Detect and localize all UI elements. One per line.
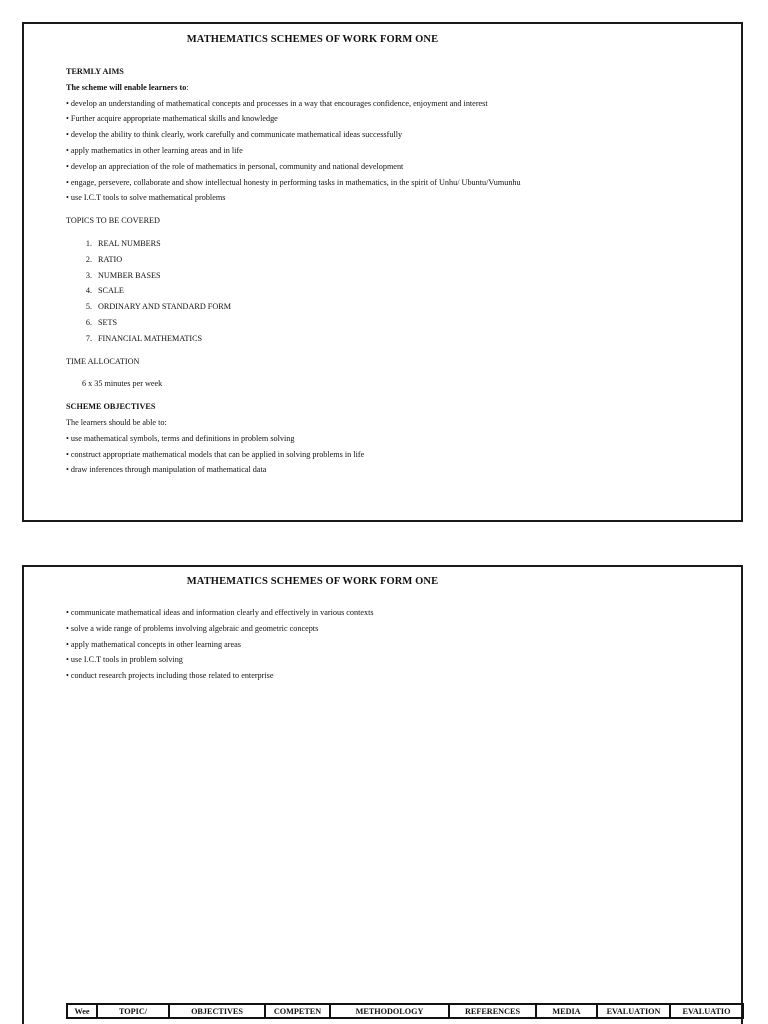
topic-item — [66, 236, 521, 252]
aim-item: • use I.C.T tools to solve mathematical problems — [66, 193, 226, 203]
topic-number: 7. — [85, 333, 92, 343]
document-page-1 — [22, 22, 743, 522]
aim-item: • develop an understanding of mathematical concepts and processes in a way that encourages confidence, enjoyment and interest — [66, 98, 488, 108]
column-header-evaluation: EVALUATION — [597, 1004, 670, 1018]
aim-item: • apply mathematics in other learning areas and in life — [66, 145, 243, 155]
time-allocation-heading: TIME ALLOCATION — [66, 356, 140, 366]
topic-item — [66, 299, 521, 315]
column-header-objectives: OBJECTIVES — [169, 1004, 265, 1018]
topic-label: RATIO — [98, 254, 123, 264]
objective-item: • draw inferences through manipulation of mathematical data — [66, 465, 267, 475]
topic-item — [66, 252, 521, 268]
topic-number: 5. — [85, 302, 92, 312]
column-header-competences: COMPETEN — [265, 1004, 330, 1018]
termly-aims-heading: TERMLY AIMS — [66, 67, 124, 76]
topic-item — [66, 315, 521, 331]
topic-label: FINANCIAL MATHEMATICS — [98, 333, 203, 343]
column-header-topic: TOPIC/ — [97, 1004, 169, 1018]
column-header-methodology: METHODOLOGY — [330, 1004, 449, 1018]
objective-item: • use mathematical symbols, terms and definitions in problem solving — [66, 433, 295, 443]
page-1-content — [66, 64, 521, 478]
topic-label: ORDINARY AND STANDARD FORM — [98, 302, 232, 312]
column-header-references: REFERENCES — [449, 1004, 536, 1018]
objective-item: • communicate mathematical ideas and information clearly and effectively in various contexts — [66, 608, 374, 617]
column-header-media: MEDIA — [536, 1004, 597, 1018]
document-page-2 — [22, 565, 743, 1024]
topic-number: 2. — [85, 254, 92, 264]
scheme-objectives-heading: SCHEME OBJECTIVES — [66, 402, 156, 412]
page-2-content — [66, 605, 374, 684]
topic-number: 3. — [85, 270, 92, 280]
objective-item: • conduct research projects including those related to enterprise — [66, 671, 274, 681]
topic-label: SETS — [98, 317, 118, 327]
topic-item — [66, 268, 521, 284]
aim-item: • Further acquire appropriate mathematical skills and knowledge — [66, 114, 278, 124]
topic-item — [66, 331, 521, 347]
page-title: MATHEMATICS SCHEMES OF WORK FORM ONE — [186, 34, 439, 45]
scheme-of-work-table — [66, 1003, 744, 1019]
topic-item — [66, 283, 521, 299]
time-allocation-value: 6 x 35 minutes per week — [82, 379, 163, 389]
topics-list — [66, 236, 521, 347]
table-header-row — [67, 1004, 743, 1018]
objective-item: • use I.C.T tools in problem solving — [66, 655, 183, 665]
topic-label: REAL NUMBERS — [98, 238, 161, 248]
objective-item: • construct appropriate mathematical models that can be applied in solving problems in life — [66, 449, 365, 459]
objective-item: • apply mathematical concepts in other learning areas — [66, 639, 241, 649]
topic-label: NUMBER BASES — [98, 270, 161, 280]
column-header-evaluation-2: EVALUATIO — [670, 1004, 743, 1018]
aims-intro — [66, 80, 521, 96]
topic-number: 6. — [85, 317, 92, 327]
topic-number: 1. — [85, 238, 92, 248]
aim-item: • engage, persevere, collaborate and show intellectual honesty in performing tasks in mathematics, in the spirit of Unhu/ Ubuntu/Vumunhu — [66, 177, 521, 187]
aims-intro-text: The scheme will enable learners to — [66, 82, 187, 92]
aim-item: • develop the ability to think clearly, work carefully and communicate mathematical ideas successfully — [66, 130, 403, 140]
objective-item: • solve a wide range of problems involving algebraic and geometric concepts — [66, 623, 319, 633]
topic-number: 4. — [85, 286, 92, 296]
aims-intro-colon: : — [186, 82, 189, 92]
objectives-intro: The learners should be able to: — [66, 417, 167, 427]
aim-item: • develop an appreciation of the role of mathematics in personal, community and national development — [66, 161, 404, 171]
topic-label: SCALE — [98, 286, 124, 296]
topics-heading: TOPICS TO BE COVERED — [66, 216, 160, 226]
page-title: MATHEMATICS SCHEMES OF WORK FORM ONE — [186, 576, 439, 587]
column-header-week: Wee — [67, 1004, 97, 1018]
